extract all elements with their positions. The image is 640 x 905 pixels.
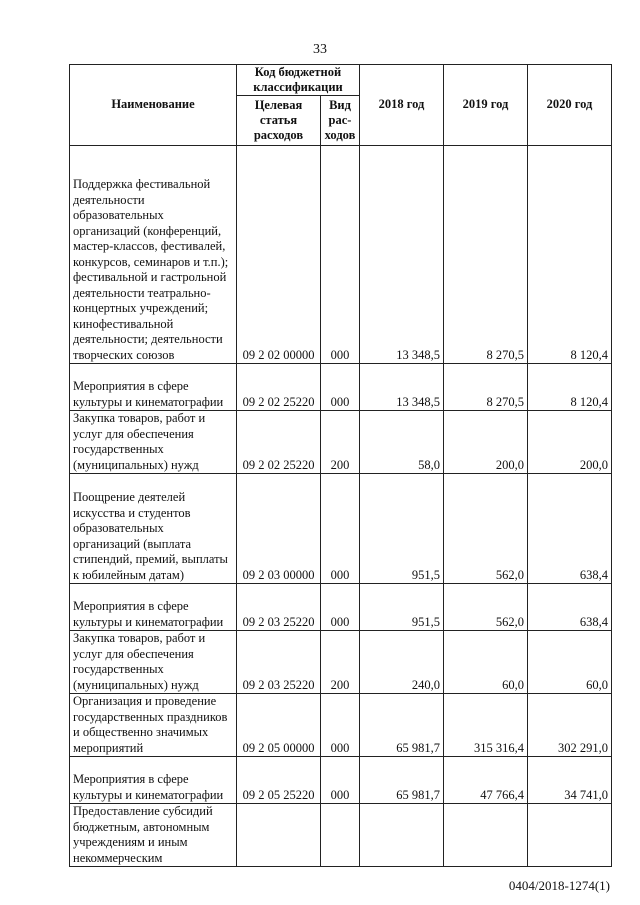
table-row <box>70 411 612 474</box>
document-code: 0404/2018-1274(1) <box>508 878 610 893</box>
row-2020-value: 638,4 <box>528 584 612 631</box>
row-2020-value: 8 120,4 <box>528 146 612 364</box>
header-2018: 2018 год <box>360 65 444 146</box>
table-row <box>70 146 612 364</box>
row-2019-value: 200,0 <box>444 411 528 474</box>
row-name: Мероприятия в сфере культуры и кинематографии <box>70 584 237 631</box>
table-row <box>70 804 612 867</box>
row-name: Поощрение деятелей искусства и студентов образовательных организаций (выплата стипендий, премий, выплаты к юбилейным датам) <box>70 474 237 584</box>
row-2020-value: 302 291,0 <box>528 694 612 757</box>
row-expense-type: 000 <box>321 146 360 364</box>
row-name: Организация и проведение государственных праздников и общественно значимых мероприятий <box>70 694 237 757</box>
table-row <box>70 694 612 757</box>
table-row <box>70 757 612 804</box>
row-name: Мероприятия в сфере культуры и кинематографии <box>70 757 237 804</box>
table-body <box>70 146 612 867</box>
row-target-article: 09 2 02 00000 <box>237 146 321 364</box>
row-2019-value: 562,0 <box>444 474 528 584</box>
row-target-article <box>237 804 321 867</box>
row-expense-type: 000 <box>321 584 360 631</box>
table-row <box>70 364 612 411</box>
row-2020-value: 200,0 <box>528 411 612 474</box>
row-2018-value: 13 348,5 <box>360 146 444 364</box>
row-target-article: 09 2 02 25220 <box>237 364 321 411</box>
row-2020-value: 60,0 <box>528 631 612 694</box>
table-row <box>70 631 612 694</box>
row-2019-value: 8 270,5 <box>444 364 528 411</box>
row-2019-value: 60,0 <box>444 631 528 694</box>
row-target-article: 09 2 03 00000 <box>237 474 321 584</box>
row-target-article: 09 2 05 25220 <box>237 757 321 804</box>
row-expense-type: 000 <box>321 757 360 804</box>
row-name: Закупка товаров, работ и услуг для обеспечения государственных (муниципальных) нужд <box>70 631 237 694</box>
row-2019-value: 315 316,4 <box>444 694 528 757</box>
header-name: Наименование <box>70 65 237 146</box>
row-name: Поддержка фестивальной деятельности образовательных организаций (конференций, мастер-классов, фестивалей, конкурсов, семинаров и т.п.); фестивальной и гастрольной деятельности театрально-концертных учреждений; кинофестивальной деятельности; деятельности творческих союзов <box>70 146 237 364</box>
row-2018-value: 65 981,7 <box>360 694 444 757</box>
row-name: Предоставление субсидий бюджетным, автономным учреждениям и иным некоммерческим <box>70 804 237 867</box>
row-2019-value <box>444 804 528 867</box>
row-2019-value: 8 270,5 <box>444 146 528 364</box>
row-2020-value: 34 741,0 <box>528 757 612 804</box>
table-row <box>70 584 612 631</box>
row-2018-value <box>360 804 444 867</box>
row-2018-value: 951,5 <box>360 474 444 584</box>
row-2018-value: 240,0 <box>360 631 444 694</box>
row-expense-type: 000 <box>321 694 360 757</box>
budget-table <box>69 64 612 867</box>
row-target-article: 09 2 05 00000 <box>237 694 321 757</box>
row-2018-value: 951,5 <box>360 584 444 631</box>
table-row <box>70 474 612 584</box>
page-number: 33 <box>313 42 327 57</box>
row-target-article: 09 2 03 25220 <box>237 631 321 694</box>
row-target-article: 09 2 03 25220 <box>237 584 321 631</box>
row-2019-value: 562,0 <box>444 584 528 631</box>
row-target-article: 09 2 02 25220 <box>237 411 321 474</box>
row-expense-type: 000 <box>321 474 360 584</box>
header-2020: 2020 год <box>528 65 612 146</box>
row-expense-type <box>321 804 360 867</box>
row-2018-value: 58,0 <box>360 411 444 474</box>
row-name: Мероприятия в сфере культуры и кинематографии <box>70 364 237 411</box>
row-2018-value: 65 981,7 <box>360 757 444 804</box>
row-name: Закупка товаров, работ и услуг для обеспечения государственных (муниципальных) нужд <box>70 411 237 474</box>
header-2019: 2019 год <box>444 65 528 146</box>
row-2019-value: 47 766,4 <box>444 757 528 804</box>
row-2018-value: 13 348,5 <box>360 364 444 411</box>
header-budget-code: Код бюджетной классификации <box>237 65 360 96</box>
row-2020-value <box>528 804 612 867</box>
row-2020-value: 638,4 <box>528 474 612 584</box>
row-expense-type: 000 <box>321 364 360 411</box>
header-expense-type: Вид рас-ходов <box>321 96 360 146</box>
header-target-article: Целевая статья расходов <box>237 96 321 146</box>
row-expense-type: 200 <box>321 631 360 694</box>
row-2020-value: 8 120,4 <box>528 364 612 411</box>
row-expense-type: 200 <box>321 411 360 474</box>
